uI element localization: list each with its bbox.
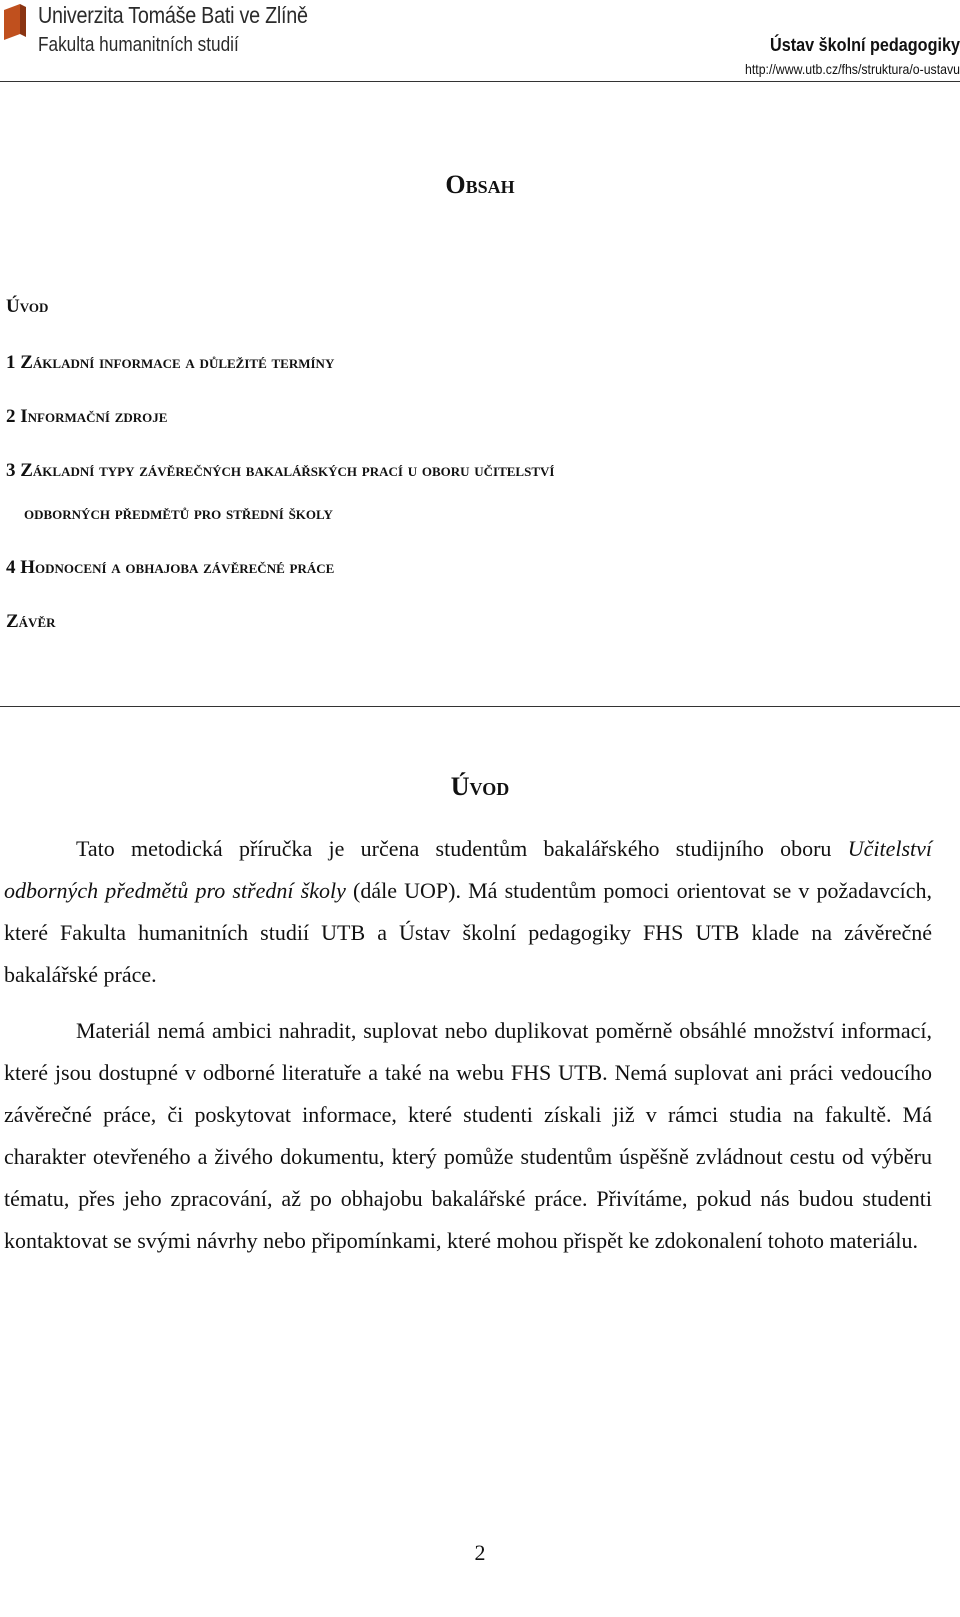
intro-p1-text-b: (dále UOP). Má studentům pomoci orientovat se v požadavcích, které Fakulta humanitních studií UTB a Ústav školní pedagogiky FHS UTB klade na závěrečné bakalářské práce.	[4, 878, 932, 987]
university-logo-icon	[4, 4, 28, 40]
intro-paragraph-2: Materiál nemá ambici nahradit, suplovat nebo duplikovat poměrně obsáhlé množství informací, které jsou dostupné v odborné literatuře a také na webu FHS UTB. Nemá suplovat ani práci vedoucího závěrečné práce, či poskytovat informace, které studenti získali již v rámci studia na fakultě. Má charakter otevřeného a živého dokumentu, který pomůže studentům úspěšně zvládnout cestu od výběru tématu, přes jeho zpracování, až po obhajobu bakalářské práce. Přivítáme, pokud nás budou studenti kontaktovat se svými návrhy nebo připomínkami, které mohou přispět ke zdokonalení tohoto materiálu.	[4, 1018, 932, 1253]
toc-item-uvod[interactable]: Úvod	[6, 296, 49, 317]
page-header	[0, 0, 960, 84]
intro-p1-italic: Učitelství odborných předmětů pro střední školy	[4, 836, 932, 903]
intro-paragraph-1	[4, 828, 932, 996]
toc-item-2[interactable]: 2 Informační zdroje	[6, 406, 168, 427]
toc-item-zaver[interactable]: Závěr	[6, 611, 56, 632]
toc-item-4[interactable]: 4 Hodnocení a obhajoba závěrečné práce	[6, 557, 335, 578]
institute-name: Ústav školní pedagogiky	[770, 35, 960, 55]
section-divider	[0, 706, 960, 707]
faculty-name: Fakulta humanitních studií	[38, 34, 239, 56]
intro-title: Úvod	[450, 772, 510, 801]
university-name: Univerzita Tomáše Bati ve Zlíně	[38, 2, 308, 28]
institute-url[interactable]: http://www.utb.cz/fhs/struktura/o-ustavu	[744, 61, 960, 77]
header-divider	[0, 81, 960, 82]
page-number: 2	[474, 1540, 486, 1565]
toc-title: Obsah	[445, 170, 515, 199]
toc-item-3[interactable]: 3 Základní typy závěrečných bakalářských prací u oboru učitelství	[6, 460, 555, 481]
toc-item-3-continued[interactable]: odborných předmětů pro střední školy	[24, 503, 333, 524]
intro-p1-text-a: Tato metodická příručka je určena studentům bakalářského studijního oboru	[76, 836, 848, 861]
toc-item-1[interactable]: 1 Základní informace a důležité termíny	[6, 352, 335, 373]
